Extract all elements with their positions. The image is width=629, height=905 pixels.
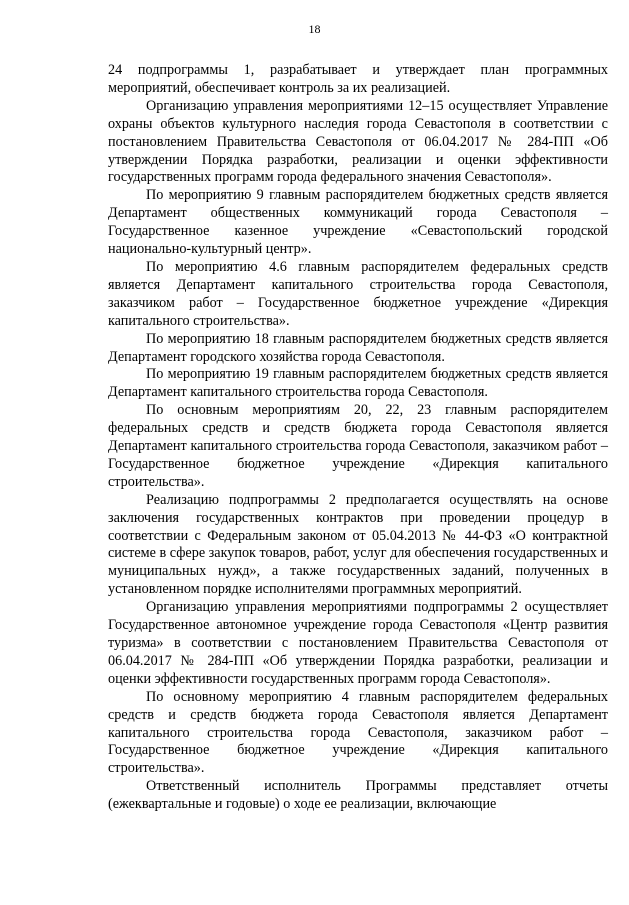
paragraph-continuation: 24 подпрограммы 1, разрабатывает и утверждает план программных мероприятий, обеспечивает контроль за их реализацией. [108, 62, 608, 96]
paragraph: Организацию управления мероприятиями подпрограммы 2 осуществляет Государственное автономное учреждение города Севастополя «Центр развития туризма» в соответствии с постановлением Правительства Севастополя от 06.04.2017 № 284-ПП «Об утверждении Порядка разработки, реализации и оценки эффективности государственных программ города Севастополя». [108, 599, 608, 687]
paragraph: По мероприятию 9 главным распорядителем бюджетных средств является Департамент общественных коммуникаций города Севастополя – Государственное казенное учреждение «Севастопольский городской национально-культурный центр». [108, 187, 608, 258]
paragraph: Организацию управления мероприятиями 12–15 осуществляет Управление охраны объектов культурного наследия города Севастополя в соответствии с постановлением Правительства Севастополя от 06.04.2017 № 284-ПП «Об утверждении Порядка разработки, реализации и оценки эффективности государственных программ города федерального значения Севастополя». [108, 97, 608, 186]
paragraph: Ответственный исполнитель Программы представляет отчеты (ежеквартальные и годовые) о ходе ее реализации, включающие [108, 778, 608, 813]
paragraph: По основному мероприятию 4 главным распорядителем федеральных средств и средств бюджета города Севастополя является Департамент капитального строительства города Севастополя, заказчиком работ – Государственное бюджетное учреждение «Дирекция капитального строительства». [108, 688, 608, 777]
paragraph: По основным мероприятиям 20, 22, 23 главным распорядителем федеральных средств и средств бюджета города Севастополя является Департамент капитального строительства города Севастополя, заказчиком работ – Государственное бюджетное учреждение «Дирекция капитального строительства». [108, 402, 608, 490]
paragraph: По мероприятию 19 главным распорядителем бюджетных средств является Департамент капитального строительства города Севастополя. [108, 366, 608, 401]
page-number: 18 [308, 22, 321, 36]
paragraph: По мероприятию 4.6 главным распорядителем федеральных средств является Департамент капитального строительства города Севастополя, заказчиком работ – Государственное бюджетное учреждение «Дирекция капитального строительства». [108, 258, 608, 329]
paragraph: Реализацию подпрограммы 2 предполагается осуществлять на основе заключения государственных контрактов при проведении процедур в соответствии с Федеральным законом от 05.04.2013 № 44-ФЗ «О контрактной системе в сфере закупок товаров, работ, услуг для обеспечения государственных и муниципальных нужд», а также государственных заданий, полученных в установленном порядке исполнителями программных мероприятий. [108, 491, 608, 598]
document-body [108, 62, 608, 814]
paragraph: По мероприятию 18 главным распорядителем бюджетных средств является Департамент городского хозяйства города Севастополя. [108, 330, 608, 365]
